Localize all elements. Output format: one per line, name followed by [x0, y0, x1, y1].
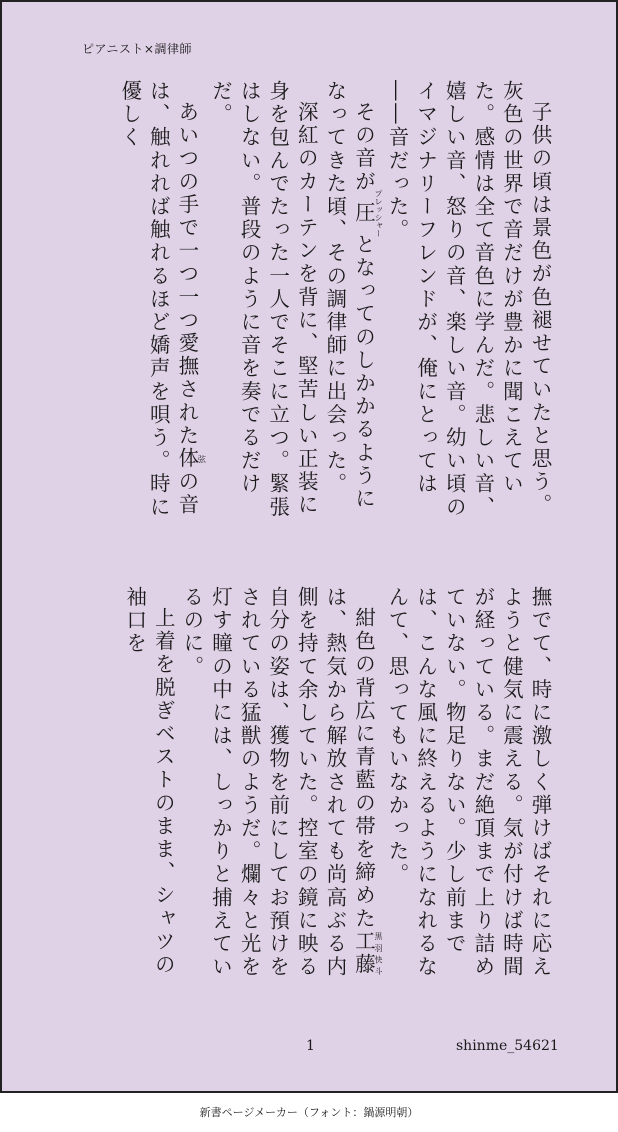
- ruby-annotation: 圧プレッシャー: [351, 188, 383, 237]
- ruby-annotation: 工藤黒羽快斗: [351, 929, 383, 977]
- paragraph: 紺色の背広に青藍の帯を締めた工藤黒羽快斗は、熱気から解放されても尚高ぶる内側を持て余していた。控室の鏡に映る自分の姿は、獲物を前にしてお預けをされている猛獣のようだ。爛々と光を灯す瞳の中には、しっかりと捕えているのに。: [179, 586, 383, 979]
- text-block-bottom: [68, 586, 554, 984]
- author-credit: shinme_54621: [456, 1038, 559, 1054]
- paragraph: 深紅のカーテンを背に、堅苦しい正装に身を包んでたった一人でそこに立つ。緊張はしない。普段のように音を奏でるだけだ。: [208, 80, 319, 519]
- ruby-annotation: 体弦: [174, 447, 207, 471]
- em-dash: ――: [385, 80, 410, 127]
- page-number: 1: [306, 1038, 315, 1054]
- paragraph: 子供の頃は景色が色褪せていたと思う。灰色の世界で音だけが豊かに聞こえていた。感情は全て音色に学んだ。悲しい音、嬉しい音、怒りの音、楽しい音。幼い頃のイマジナリーフレンドが、俺にとっては――音だった。: [385, 80, 552, 519]
- running-head: ピアニスト×調律師: [82, 42, 192, 56]
- paragraph: 撫でて、時に激しく弾けばそれに応えようと健気に震える。気が付けば時間が経っている。まだ絶頂まで上り詰めていない。物足りない。少し前までは、こんな風に終えるようになれるなんて、思ってもいなかった。: [385, 586, 552, 979]
- paragraph: その音が圧プレッシャーとなってのしかかるようになってきた頃、その調律師に出会った。: [322, 80, 383, 511]
- paragraph: あいつの手で一つ一つ愛撫された体弦の音は、触れれば触れるほど嬌声を唄う。時に優しく: [117, 80, 207, 519]
- text-block-top: [68, 80, 554, 526]
- footer-caption: 新書ページメーカー（フォント：鍋源明朝）: [199, 1106, 419, 1119]
- paragraph: 上着を脱ぎベストのまま、シャツの袖口を: [122, 586, 176, 977]
